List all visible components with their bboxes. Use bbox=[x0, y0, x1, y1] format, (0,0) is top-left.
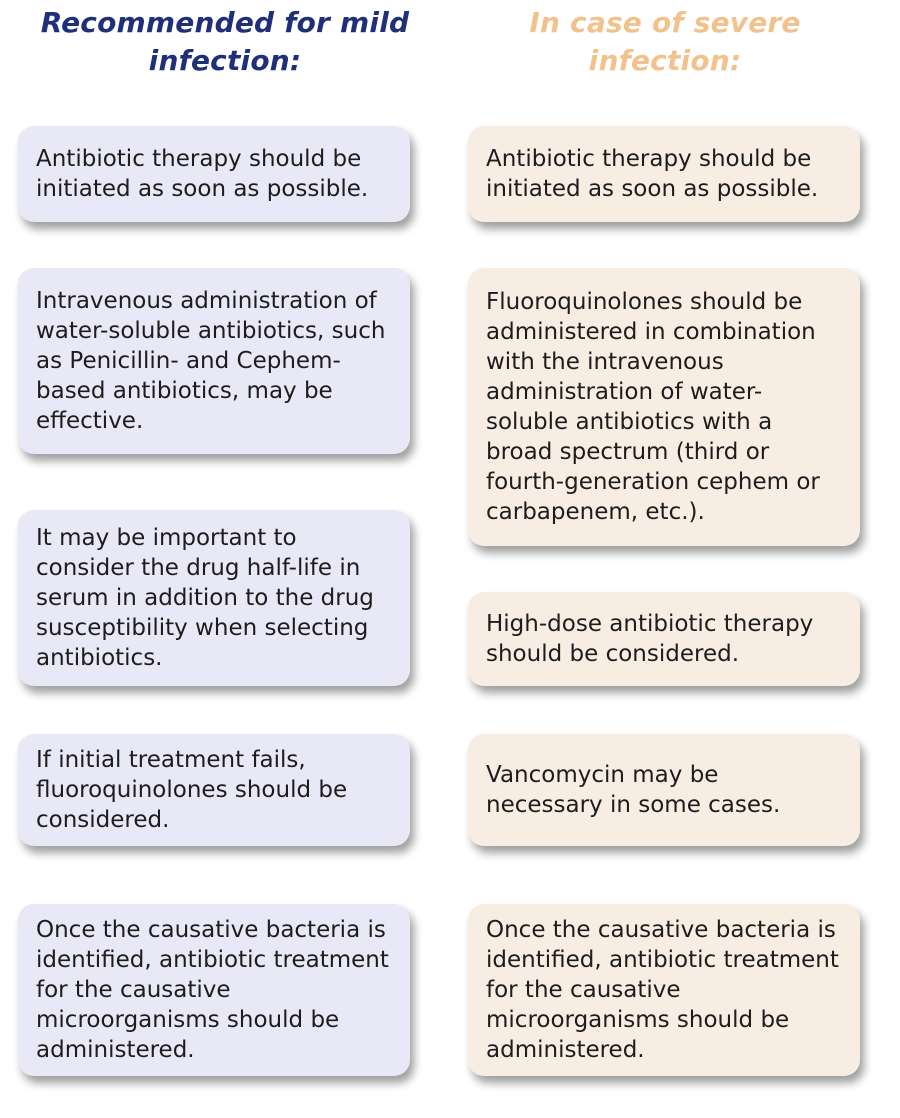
mild-card-5 bbox=[18, 904, 410, 1076]
severe-card-2 bbox=[468, 268, 860, 546]
severe-card-5-text: Once the causative bacteria is identified, antibiotic treatment for the causative microorganisms should be administered. bbox=[486, 917, 839, 1063]
mild-card-5-text: Once the causative bacteria is identified, antibiotic treatment for the causative microorganisms should be administered. bbox=[36, 917, 389, 1063]
mild-card-1 bbox=[18, 126, 410, 222]
severe-card-3 bbox=[468, 592, 860, 686]
mild-card-3-text: It may be important to consider the drug half-life in serum in addition to the drug susceptibility when selecting antibiotics. bbox=[36, 525, 374, 671]
mild-card-4 bbox=[18, 734, 410, 846]
mild-card-2-text: Intravenous administration of water-soluble antibiotics, such as Penicillin- and Cephem-based antibiotics, may be effective. bbox=[36, 288, 386, 434]
severe-card-1-text: Antibiotic therapy should be initiated as soon as possible. bbox=[486, 146, 819, 202]
severe-card-4-text: Vancomycin may be necessary in some cases. bbox=[486, 762, 781, 818]
mild-card-3 bbox=[18, 510, 410, 686]
severe-card-3-text: High-dose antibiotic therapy should be considered. bbox=[486, 611, 814, 667]
mild-infection-heading: Recommended for mild infection: bbox=[40, 6, 410, 77]
severe-card-1 bbox=[468, 126, 860, 222]
severe-infection-heading: In case of severe infection: bbox=[529, 6, 801, 77]
severe-card-4 bbox=[468, 734, 860, 846]
mild-card-1-text: Antibiotic therapy should be initiated as soon as possible. bbox=[36, 146, 369, 202]
severe-card-2-text: Fluoroquinolones should be administered in combination with the intravenous administration of water-soluble antibiotics with a broad spectrum (third or fourth-generation cephem or carbapenem, etc.). bbox=[486, 289, 820, 525]
severe-card-5 bbox=[468, 904, 860, 1076]
mild-card-2 bbox=[18, 268, 410, 454]
mild-card-4-text: If initial treatment fails, fluoroquinolones should be considered. bbox=[36, 747, 348, 833]
